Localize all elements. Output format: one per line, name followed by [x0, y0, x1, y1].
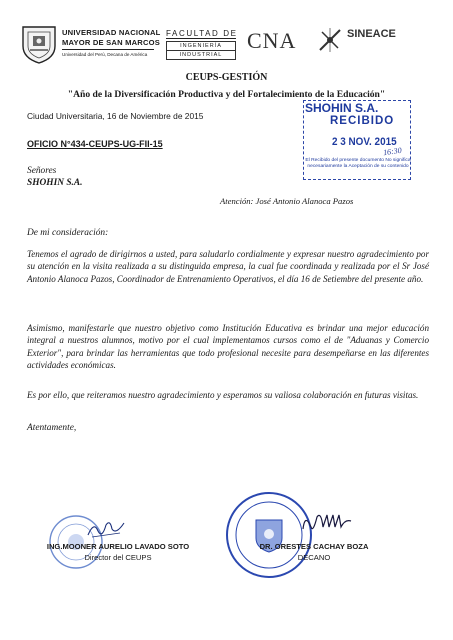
sineace-logo: SINEACE: [347, 28, 396, 40]
signature-role-dean: DECANO: [297, 553, 331, 562]
place-date: Ciudad Universitaria, 16 de Noviembre de 2015: [27, 111, 204, 121]
greeting: De mi consideración:: [27, 228, 109, 238]
signature-name-director: ING.MOONER AURELIO LAVADO SOTO: [46, 542, 190, 551]
university-crest-icon: [20, 24, 58, 64]
university-name-line1: UNIVERSIDAD NACIONAL: [62, 28, 161, 37]
dean-signature-icon: [299, 507, 353, 537]
office-title: CEUPS-GESTIÓN: [185, 72, 268, 83]
stamp-status: RECIBIDO: [330, 115, 395, 127]
sineace-logo-icon: [316, 26, 344, 54]
year-motto: "Año de la Diversificación Productiva y del Fortalecimiento de la Educación": [67, 89, 386, 100]
stamp-handwritten-time: 16:30: [382, 145, 403, 158]
signature-name-dean: DR. ORESTES CACHAY BOZA: [259, 542, 369, 551]
faculty-label: FACULTAD DE: [166, 29, 238, 38]
closing: Atentamente,: [27, 423, 77, 433]
body-paragraph-1: Tenemos el agrado de dirigirnos a usted, para saludarlo cordialmente y expresar nuestro agradecimiento por su atención en la visita realizada a su distinguida empresa, la cual fue coordinada y realizada por el Sr José Antonio Alanoca Pazos, Coordinador de Entrenamiento Operativos, el día 16 de Setiembre del presente año.: [27, 249, 429, 284]
recipient-company: SHOHIN S.A.: [27, 178, 83, 188]
body-paragraph-2: Asimismo, manifestarle que nuestro objetivo como Institución Educativa es brindar una mejor educación integral a nuestros alumnos, motivo por el cual implementamos cursos como el de "Aduanas y Comercio Exterior", para brindar las herramientas que todo profesional necesite para desempeñarse en las diferentes actividades económicas.: [27, 323, 429, 371]
reference-number: OFICIO N°434-CEUPS-UG-FII-15: [27, 139, 163, 149]
body-paragraph-3: Es por ello, que reiteramos nuestro agradecimiento y esperamos su valiosa colaboración en futuras visitas.: [27, 390, 419, 400]
university-name-line2: MAYOR DE SAN MARCOS: [62, 38, 161, 47]
faculty-name-1: INGENIERÍA: [166, 41, 236, 51]
faculty-name-2: INDUSTRIAL: [166, 50, 236, 60]
cna-logo: CNA: [247, 28, 297, 53]
stamp-note: El Recibido del presente documento No significa necesariamente la Aceptación de su contenido: [305, 158, 411, 169]
attention-line: Atención: José Antonio Alanoca Pazos: [220, 196, 354, 206]
director-signature-icon: [86, 517, 126, 541]
stamp-company: SHOHIN S.A.: [305, 101, 379, 115]
recipient-title: Señores: [27, 166, 57, 176]
header-divider: [62, 49, 154, 50]
university-tagline: Universidad del Perú, Decana de América: [62, 52, 148, 57]
faculty-divider: [166, 38, 236, 39]
signature-role-director: Director del CEUPS: [84, 553, 152, 562]
stamp-date: 2 3 NOV. 2015: [332, 136, 397, 148]
